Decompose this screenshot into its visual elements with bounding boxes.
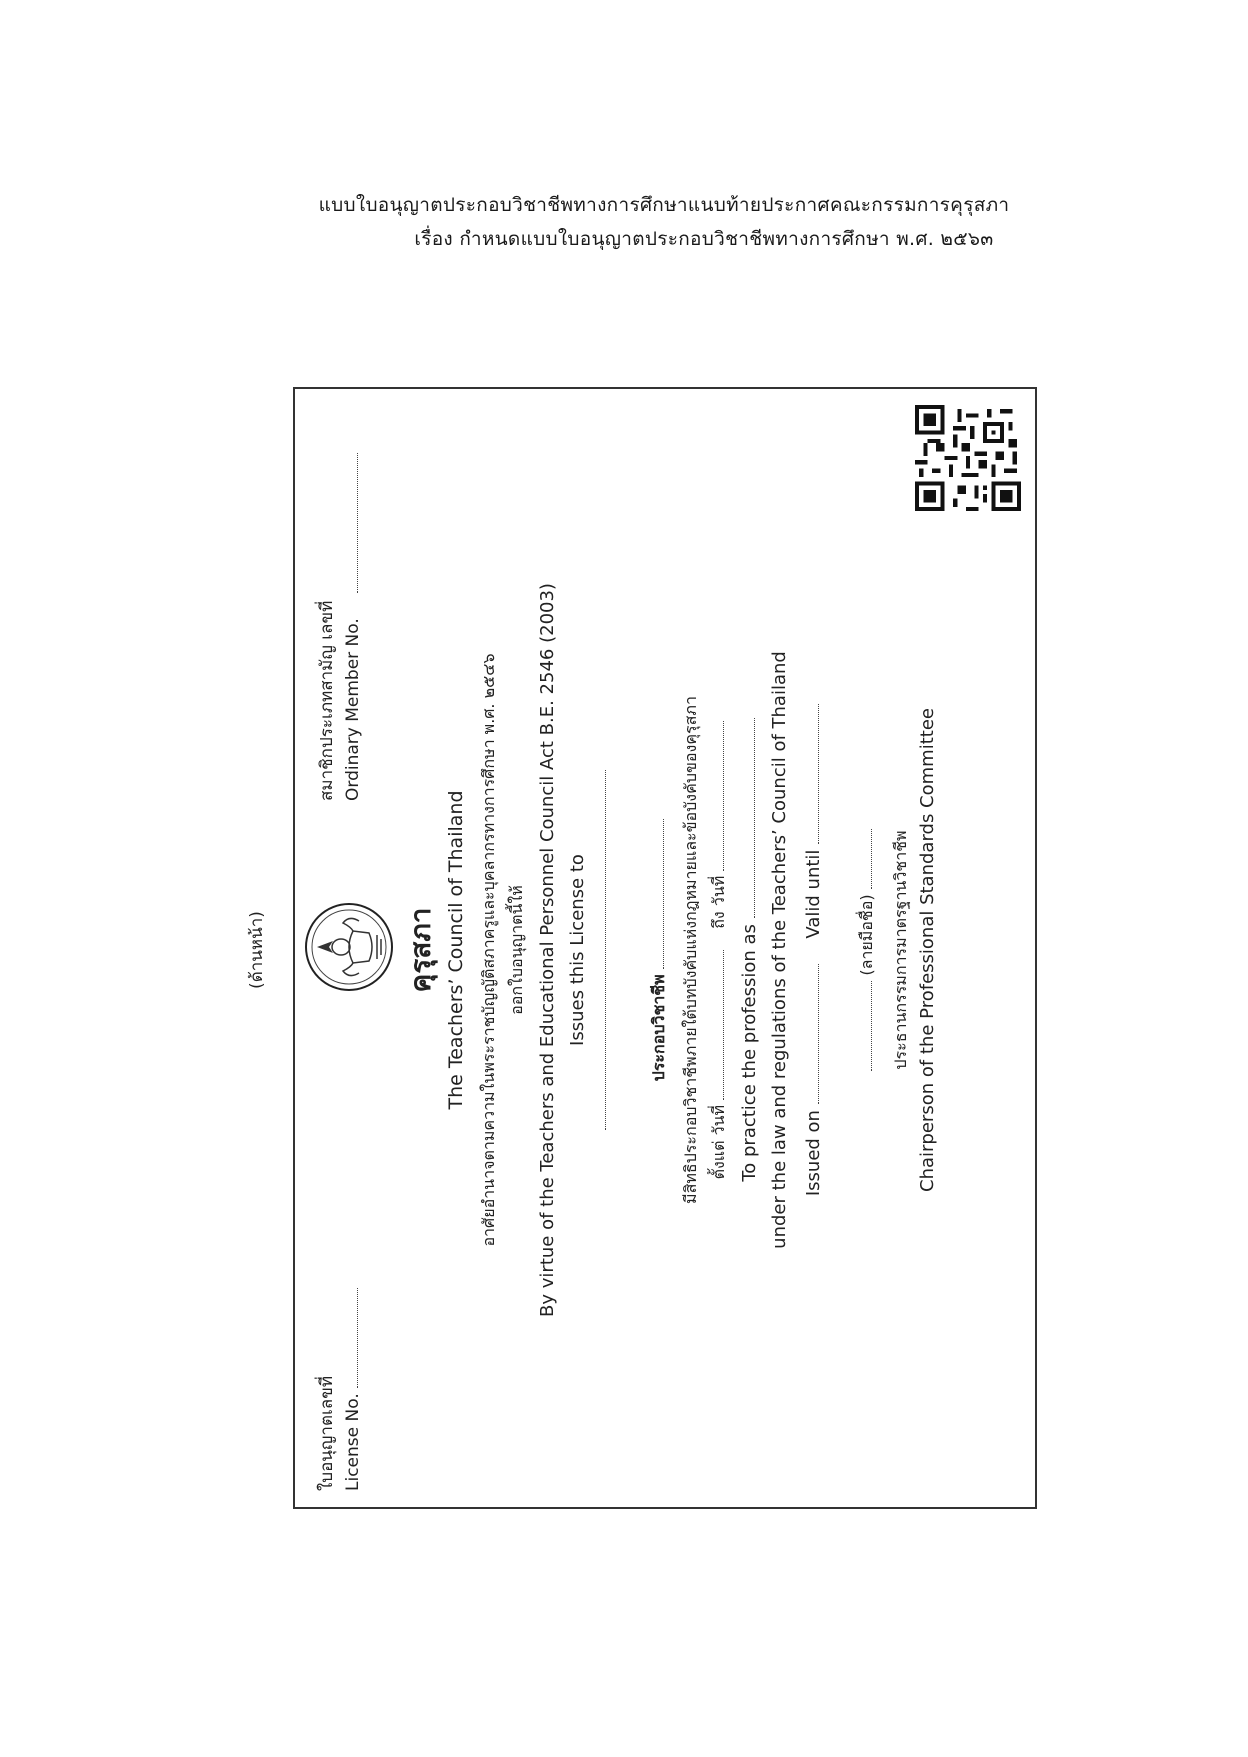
member-no-field <box>343 453 358 593</box>
issued-on-en: Issued on <box>803 1110 824 1197</box>
valid-until-en: Valid until <box>803 849 824 939</box>
org-name-th: คุรุสภา <box>404 907 437 993</box>
profession-field <box>649 819 664 969</box>
practice-en: To practice the profession as <box>739 924 760 1182</box>
license-no-th: ใบอนุญาตเลขที่ <box>317 1375 337 1491</box>
from-date-th: ตั้งแต่ วันที่ <box>709 1104 728 1180</box>
to-date-th: ถึง วันที่ <box>709 875 728 929</box>
qr-code <box>915 405 1021 511</box>
practice-field <box>740 718 755 918</box>
org-name-en: The Teachers’ Council of Thailand <box>445 790 467 1110</box>
to-date-field <box>709 721 724 871</box>
header-line-2: เรื่อง กำหนดแบบใบอนุญาตประกอบวิชาชีพทางการศึกษา พ.ศ. ๒๕๖๓ <box>414 228 994 250</box>
authority-en: By virtue of the Teachers and Educational Personnel Council Act B.E. 2546 (2003) <box>537 583 558 1317</box>
side-label: (ด้านหน้า) <box>247 911 267 989</box>
signature-field <box>857 981 872 1071</box>
license-no-en: License No. <box>343 1393 363 1491</box>
issued-on-field <box>804 964 819 1104</box>
law-en: under the law and regulations of the Teachers’ Council of Thailand <box>769 651 790 1249</box>
rights-th: มีสิทธิประกอบวิชาชีพภายใต้บทบังคับแห่งกฎหมายและข้อบังคับของคุรุสภา <box>681 696 700 1204</box>
signature-field-end <box>857 829 872 889</box>
issues-th: ออกใบอนุญาตนี้ให้ <box>507 885 526 1015</box>
teachers-council-emblem <box>303 901 395 993</box>
member-no-th: สมาชิกประเภทสามัญ เลขที่ <box>317 600 337 801</box>
member-no-en: Ordinary Member No. <box>343 618 363 801</box>
authority-th: อาศัยอำนาจตามความในพระราชบัญญัติสภาครูและบุคลากรทางการศึกษา พ.ศ. ๒๕๔๖ <box>479 653 498 1247</box>
chair-th: ประธานกรรมการมาตรฐานวิชาชีพ <box>891 830 910 1070</box>
profession-th: ประกอบวิชาชีพ <box>649 974 668 1082</box>
valid-until-field <box>804 704 819 844</box>
license-certificate-content <box>247 389 1039 1511</box>
chair-en: Chairperson of the Professional Standards Committee <box>917 708 938 1192</box>
license-no-field <box>343 1288 358 1388</box>
header-line-1: แบบใบอนุญาตประกอบวิชาชีพทางการศึกษาแนบท้ายประกาศคณะกรรมการคุรุสภา <box>318 194 1010 216</box>
from-date-field <box>709 950 724 1100</box>
issues-en: Issues this License to <box>567 854 588 1046</box>
license-certificate-frame <box>247 387 1037 1509</box>
licensee-name-field <box>591 770 606 1130</box>
signature-th: (ลายมือชื่อ) <box>857 894 876 976</box>
